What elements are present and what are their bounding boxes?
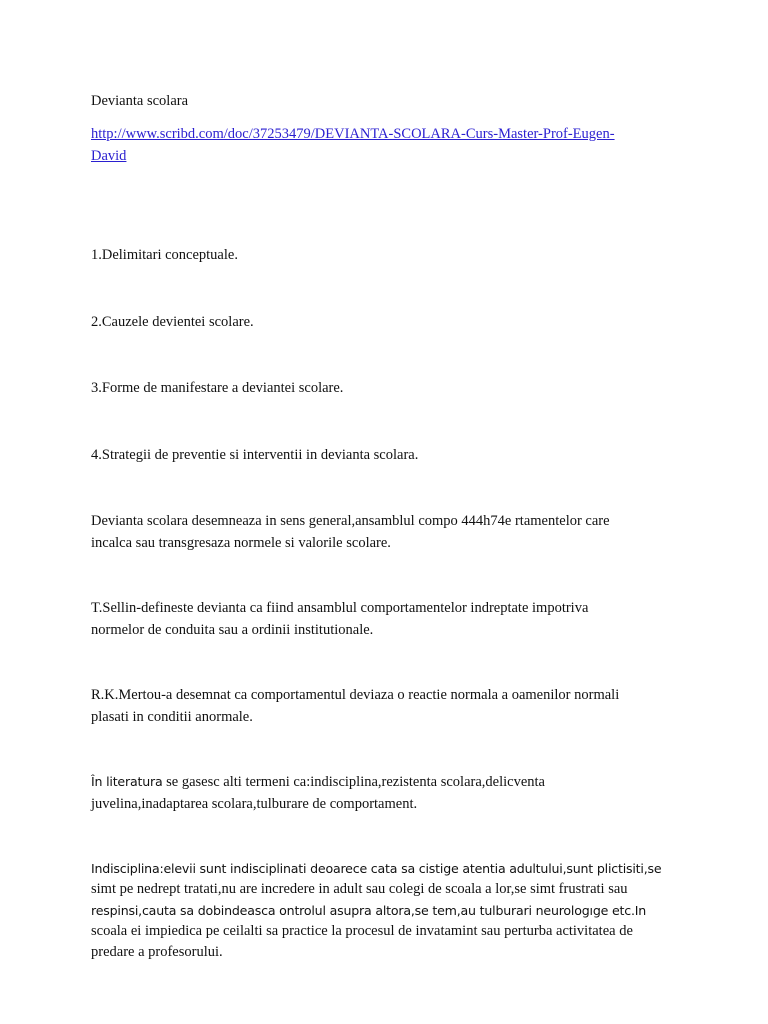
paragraph-line-rest: se gasesc alti termeni ca:indisciplina,rezistenta scolara,delicventa: [162, 774, 545, 790]
paragraph-literatura: [91, 771, 681, 815]
outline-item-text: 1.Delimitari conceptuale.: [91, 247, 238, 263]
paragraph-indisciplina: [91, 858, 681, 963]
paragraph-line: R.K.Mertou-a desemnat ca comportamentul deviaza o reactie normala a oamenilor normali: [91, 687, 620, 703]
paragraph-line: normelor de conduita sau a ordinii institutionale.: [91, 622, 374, 638]
outline-item-2: [91, 311, 681, 333]
paragraph-line: plasati in conditii anormale.: [91, 709, 253, 725]
paragraph-line: scoala ei impiedica pe ceilalti sa practice la procesul de invatamint sau perturba activitatea de: [91, 923, 633, 939]
paragraph-line: simt pe nedrept tratati,nu are incredere in adult sau colegi de scoala a lor,se simt frustrati sau: [91, 881, 628, 897]
paragraph-sellin: [91, 597, 681, 641]
outline-item-1: [91, 244, 681, 266]
paragraph-definition: [91, 510, 681, 554]
outline-item-text: 2.Cauzele devientei scolare.: [91, 314, 254, 330]
outline-item-4: [91, 444, 681, 466]
document-title-text: Devianta scolara: [91, 93, 189, 109]
paragraph-line-start: În literatura: [91, 774, 163, 789]
source-link-line-1[interactable]: http://www.scribd.com/doc/37253479/DEVIANTA-SCOLARA-Curs-Master-Prof-Eugen-: [91, 126, 615, 142]
source-link-line-2[interactable]: David: [91, 148, 127, 164]
outline-item-text: 4.Strategii de preventie si interventii in devianta scolara.: [91, 447, 419, 463]
paragraph-line: Devianta scolara desemneaza in sens general,ansamblul compo 444h74e rtamentelor care: [91, 513, 610, 529]
source-link[interactable]: [91, 123, 681, 167]
paragraph-mertou: [91, 684, 681, 728]
paragraph-line: T.Sellin-defineste devianta ca fiind ansamblul comportamentelor indreptate impotriva: [91, 600, 589, 616]
paragraph-line: Indisciplina:elevii sunt indisciplinati deoarece cata sa cistige atentia adultului,sunt plictisiti,se: [91, 861, 662, 876]
paragraph-line: [91, 771, 681, 793]
outline-item-3: [91, 377, 681, 399]
paragraph-line: predare a profesorului.: [91, 944, 223, 960]
outline-item-text: 3.Forme de manifestare a deviantei scolare.: [91, 380, 344, 396]
paragraph-line: respinsi,cauta sa dobindeasca ontrolul asupra altora,se tem,au tulburari neurologıge etc.In: [91, 903, 647, 918]
document-title: [91, 90, 681, 112]
paragraph-line: incalca sau transgresaza normele si valorile scolare.: [91, 535, 391, 551]
paragraph-line: juvelina,inadaptarea scolara,tulburare de comportament.: [91, 796, 418, 812]
